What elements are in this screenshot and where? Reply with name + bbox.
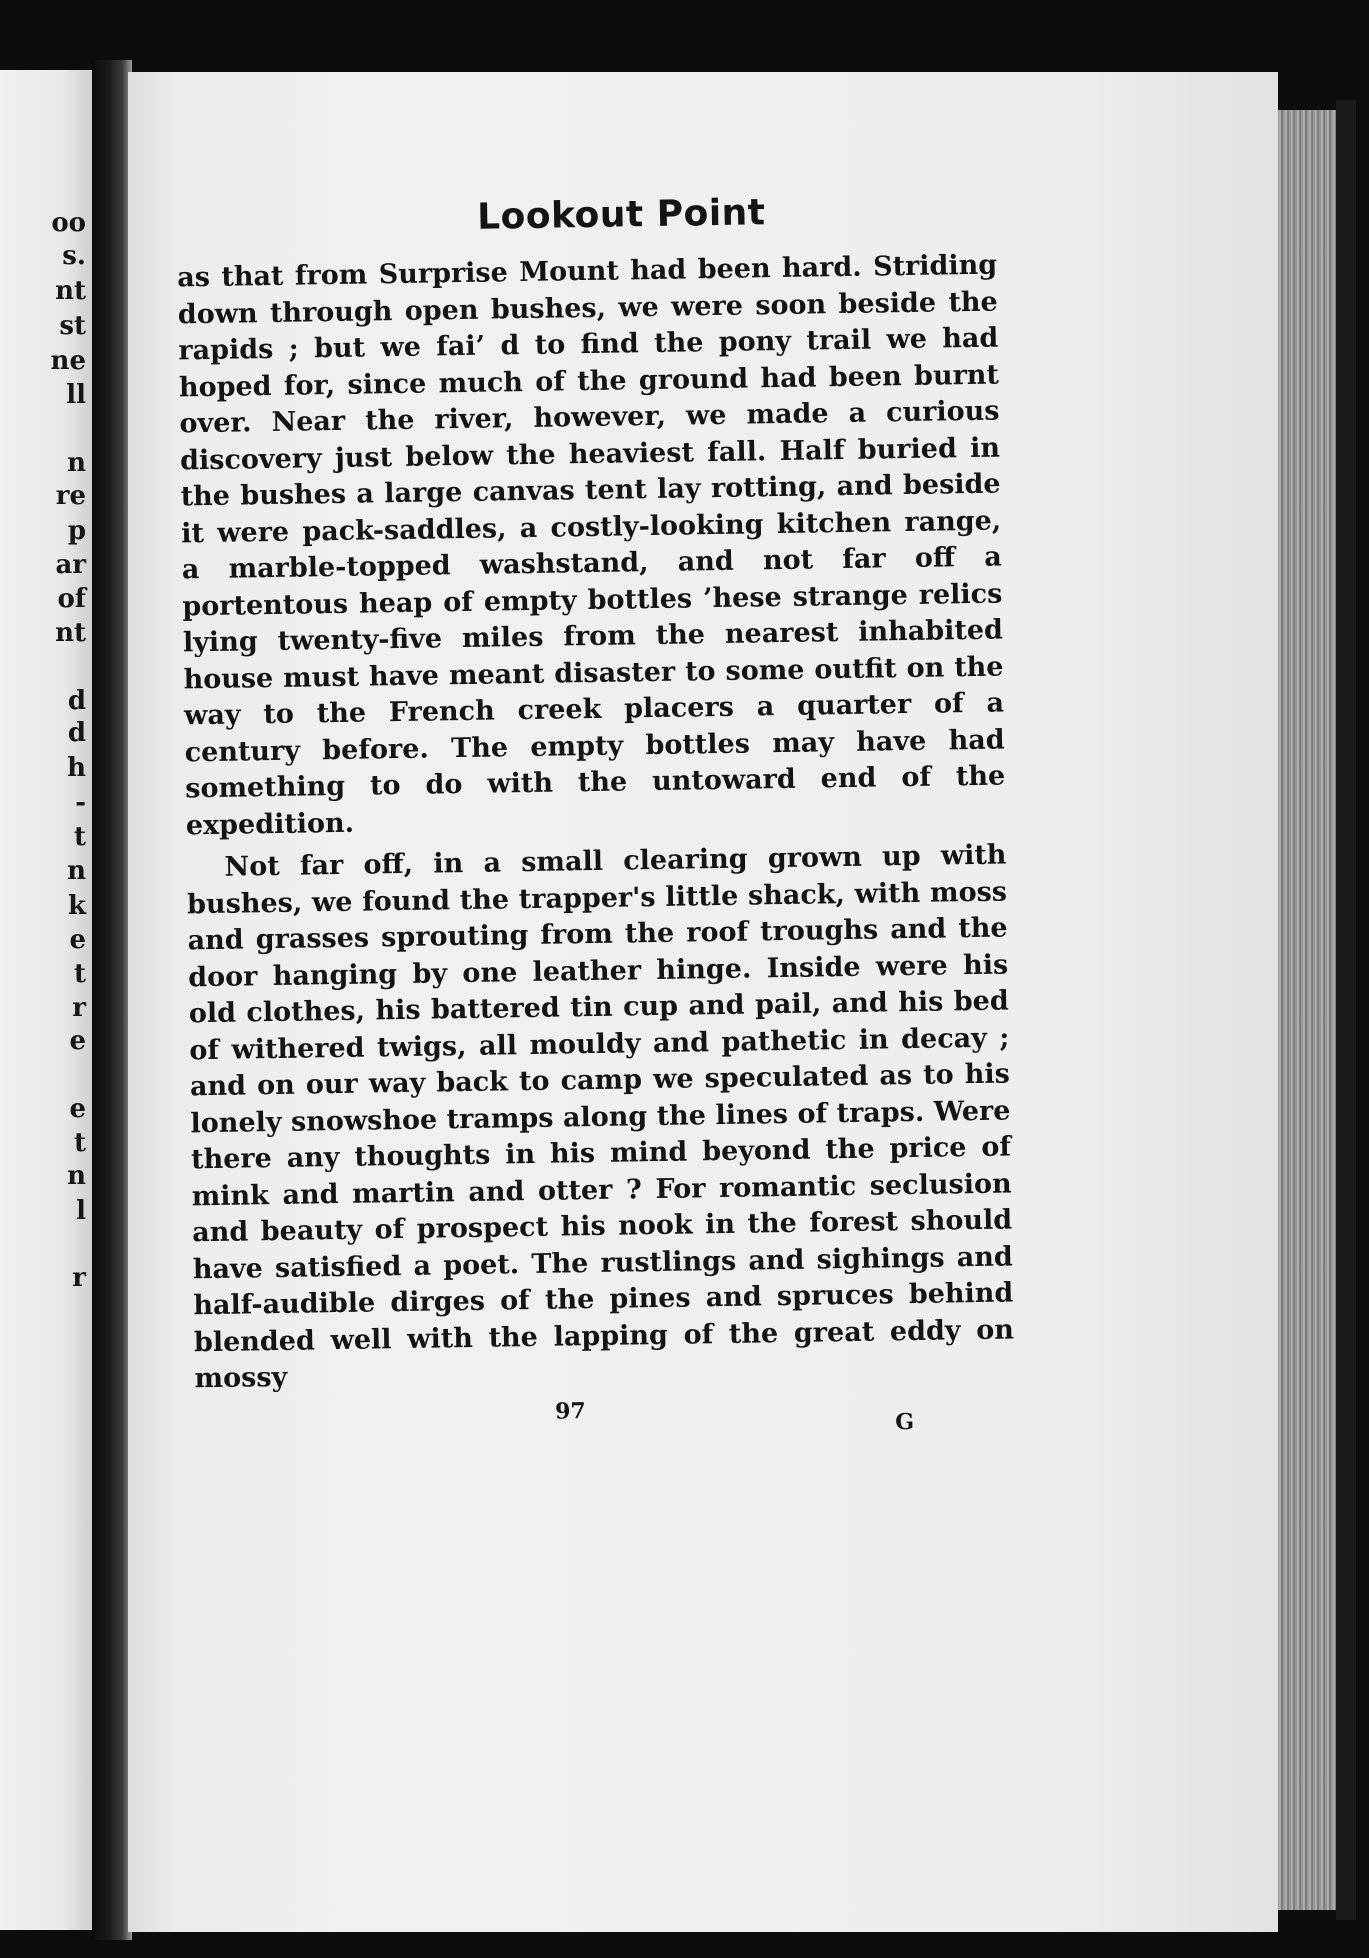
left-page-fragment: nt (55, 618, 86, 648)
left-page-fragment: ll (66, 380, 86, 410)
paragraph-2: Not far off, in a small clearing grown up with bushes, we found the trapper's little shack, with moss and grasses sprouting from the roof troughs and the door hanging by one leather hinge. Inside were his old clothes, his battered tin cup and pail, and his bed of withered twigs, all mouldy and pathetic in decay ; and on our way back to camp we speculated as to his lonely snowshoe tramps along the lines of traps. Were there any thoughts in his mind beyond the price of mink and martin and otter ? For romantic seclusion and beauty of prospect his nook in the forest should have satisfied a poet. The rustlings and sighings and half-audible dirges of the pines and spruces behind blended well with the lapping of the great eddy on mossy (186, 839, 1015, 1395)
left-page-fragment: h (67, 753, 86, 783)
left-page-fragment: d (67, 686, 86, 716)
left-page-fragment: n (67, 1161, 86, 1191)
left-page-fragment: l (76, 1196, 86, 1226)
page-content (176, 189, 1015, 1444)
left-page-fragment: e (69, 925, 86, 955)
page-edges (1278, 110, 1336, 1910)
left-page-fragment: of (57, 584, 86, 614)
left-page-fragment: t (73, 959, 86, 989)
left-page-fragment: k (67, 891, 86, 921)
left-page-fragment: t (73, 1128, 86, 1158)
left-page-fragment: st (59, 311, 86, 341)
book-gutter (92, 60, 132, 1940)
signature-mark: G (895, 1408, 915, 1435)
left-page-fragment: re (55, 481, 86, 511)
left-page-fragment: d (67, 718, 86, 748)
paragraph-1: as that from Surprise Mount had been hard. Striding down through open bushes, we were soon beside the rapids ; but we fai’ d to find the pony trail we had hoped for, since much of the ground had been burnt over. Near the river, however, we made a curious discovery just below the heaviest fall. Half buried in the bushes a large canvas tent lay rotting, and beside it were pack-saddles, a costly-looking kitchen range, a marble-topped washstand, and not far off a portentous heap of empty bottles ’hese strange relics lying twenty-five miles from the nearest inhabited house must have meant disaster to some outfit on the way to the French creek placers a quarter of a century before. The empty bottles may have had something to do with the untoward end of the expedition. (177, 249, 1006, 841)
left-page-fragment: r (72, 1263, 86, 1293)
left-page-fragment: ne (50, 346, 86, 376)
running-head: Lookout Point (476, 192, 766, 238)
page-number: 97 (554, 1397, 586, 1425)
left-facing-page (0, 70, 92, 1930)
left-page-fragment: n (67, 448, 86, 478)
left-page-fragment: ar (55, 550, 86, 580)
cover-edge (1336, 100, 1356, 1920)
left-page-fragment: t (73, 822, 86, 852)
left-page-fragment: - (75, 788, 86, 818)
left-page-fragment: nt (55, 276, 86, 306)
left-page-fragment: p (67, 516, 86, 546)
left-page-fragment: e (69, 1026, 86, 1056)
left-page-fragment: oo (51, 208, 86, 238)
left-page-fragment: r (72, 993, 86, 1023)
left-page-fragment: n (67, 856, 86, 886)
left-page-fragment: s. (62, 241, 86, 271)
left-page-fragment: e (69, 1094, 86, 1124)
